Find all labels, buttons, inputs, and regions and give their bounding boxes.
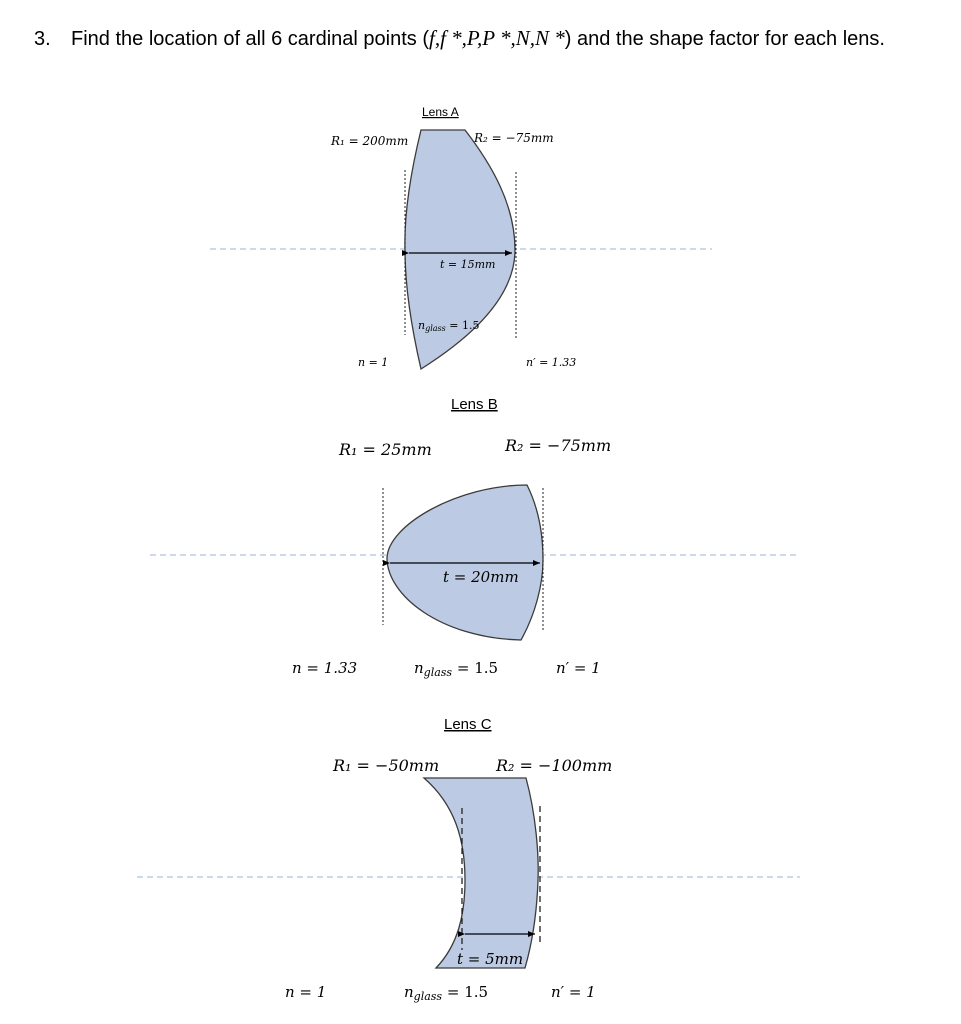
question-cardinal-points: f,f *,P,P *,N,N * xyxy=(428,26,565,50)
lens-a-n-right: n′ = 1.33 xyxy=(526,356,577,369)
lens-b-r2-label: R₂ = −75mm xyxy=(505,436,612,455)
lens-a-thickness: t = 15mm xyxy=(440,258,496,271)
lens-c-n-right: n′ = 1 xyxy=(551,983,596,1001)
lens-c-thickness: t = 5mm xyxy=(457,950,524,968)
lens-c-title: Lens C xyxy=(444,716,492,733)
lens-b-r1-label: R₁ = 25mm xyxy=(339,440,432,459)
question-number: 3. xyxy=(34,28,51,50)
lens-b-title: Lens B xyxy=(451,396,498,413)
lens-a-shape xyxy=(405,130,515,369)
lens-a-figure xyxy=(210,105,712,369)
lens-c-n-glass: $n_{glass} = 1.5$ xyxy=(404,983,489,1003)
lens-a-n-left: n = 1 xyxy=(358,356,389,369)
lens-b-n-right: n′ = 1 xyxy=(556,659,601,677)
lens-c-r1-label: R₁ = −50mm xyxy=(333,756,440,775)
lens-b-n-left: n = 1.33 xyxy=(292,659,358,677)
lens-b-thickness: t = 20mm xyxy=(443,568,519,586)
question-text-before: Find the location of all 6 cardinal points ( xyxy=(71,28,429,50)
lens-c-n-left: n = 1 xyxy=(285,983,327,1001)
lens-b-n-glass: $n_{glass} = 1.5$ xyxy=(414,659,499,679)
question-text-after: ) and the shape factor for each lens. xyxy=(564,28,885,50)
lens-c-figure xyxy=(137,716,800,1003)
lens-a-r1-label: R₁ = 200mm xyxy=(331,134,409,148)
lens-c-r2-label: R₂ = −100mm xyxy=(496,756,613,775)
lens-a-title: Lens A xyxy=(422,105,459,119)
lens-b-figure xyxy=(150,396,800,679)
lens-a-n-glass: nglass = 1.5 xyxy=(418,319,480,333)
lens-a-r2-label: R₂ = −75mm xyxy=(474,131,554,145)
lens-c-shape xyxy=(424,778,538,968)
